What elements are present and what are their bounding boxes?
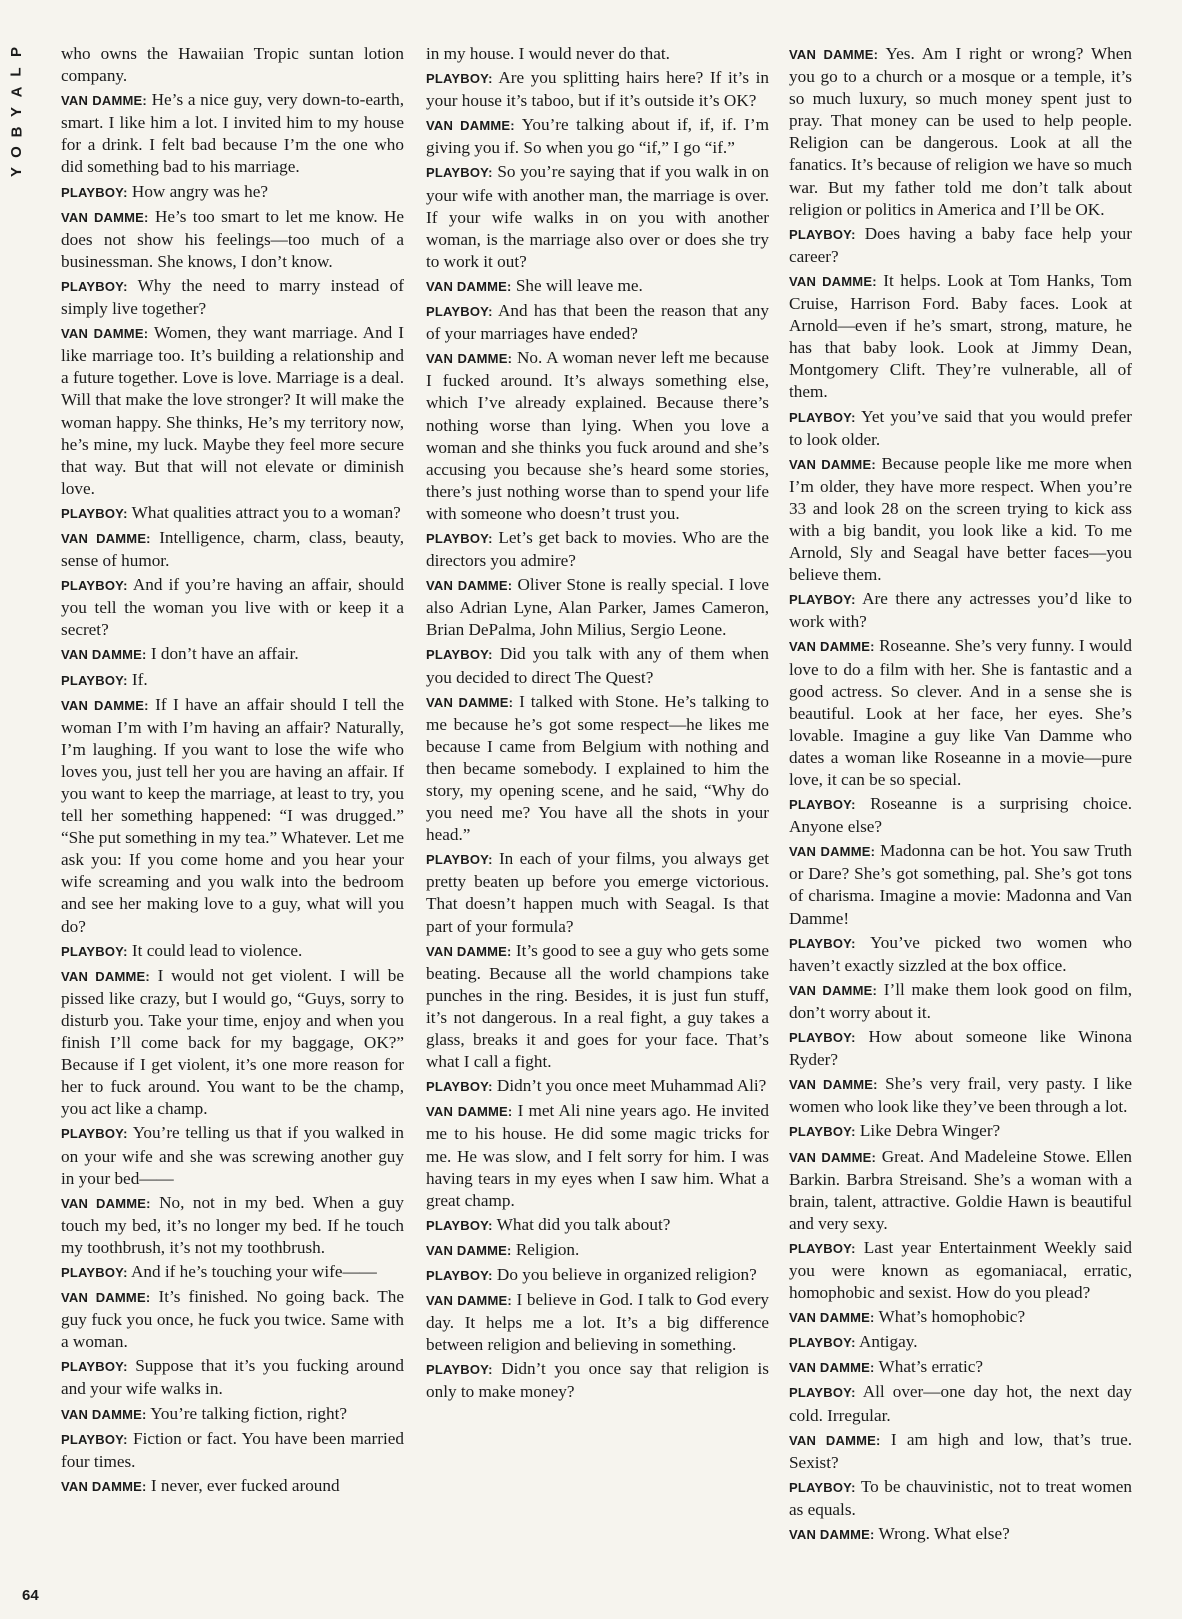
interview-paragraph: [789, 223, 1132, 268]
speaker-label: VAN DAMME:: [61, 1195, 151, 1211]
paragraph-text: Suppose that it’s you fucking around and your wife walks in.: [61, 1356, 404, 1399]
speaker-label: PLAYBOY:: [789, 409, 856, 425]
interview-paragraph: [61, 1355, 404, 1400]
speaker-label: PLAYBOY:: [61, 1431, 128, 1447]
paragraph-text: Let’s get back to movies. Who are the directors you admire?: [426, 527, 769, 571]
paragraph-text: Didn’t you once say that religion is only to make money?: [426, 1359, 769, 1402]
interview-paragraph: [61, 275, 404, 320]
speaker-label: VAN DAMME:: [789, 1432, 881, 1448]
paragraph-text: To be chauvinistic, not to treat women as equals.: [789, 1476, 1132, 1519]
paragraph-text: What’s homophobic?: [878, 1307, 1026, 1327]
paragraph-text: Are there any actresses you’d like to work with?: [789, 589, 1132, 632]
interview-paragraph: [61, 206, 404, 273]
speaker-label: VAN DAMME:: [789, 1527, 875, 1542]
paragraph-text: If.: [131, 669, 148, 689]
interview-paragraph: [789, 840, 1132, 929]
paragraph-text: He’s a nice guy, very down-to-earth, smart. I like him a lot. I invited him to my house for a drink. I felt bad because I’m the one who did something bad to his marriage.: [61, 90, 404, 177]
paragraph-text: How angry was he?: [131, 181, 268, 201]
speaker-label: PLAYBOY:: [61, 505, 128, 521]
interview-paragraph: [426, 1214, 769, 1237]
paragraph-text: Like Debra Winger?: [859, 1121, 1001, 1141]
speaker-label: VAN DAMME:: [426, 118, 515, 134]
paragraph-text: Because people like me more when I’m older, they have more respect. When you’re 33 and look 28 on the screen trying to kick ass with a big bandit, you look like a kid. To me Arnold, Sly and Seagal have better faces—you believe them.: [789, 453, 1132, 585]
speaker-label: PLAYBOY:: [426, 71, 493, 87]
interview-paragraph: [61, 940, 404, 963]
paragraph-text: I’ll make them look good on film, don’t worry about it.: [789, 979, 1132, 1022]
speaker-label: PLAYBOY:: [426, 165, 493, 181]
interview-paragraph: [789, 406, 1132, 451]
interview-paragraph: [61, 181, 404, 204]
paragraph-text: You’ve picked two women who haven’t exactly sizzled at the box office.: [789, 932, 1132, 975]
interview-paragraph: [426, 643, 769, 688]
interview-paragraph: [426, 1264, 769, 1287]
speaker-label: VAN DAMME:: [789, 456, 876, 472]
paragraph-text: In each of your films, you always get pretty beaten up before you emerge victorious. That doesn’t happen much with Seagal. Is that part of your formula?: [426, 849, 769, 936]
sidebar-letter: Y: [7, 166, 25, 178]
text-column-2: [426, 43, 769, 1603]
paragraph-text: Intelligence, charm, class, beauty, sense of humor.: [61, 527, 404, 571]
speaker-label: PLAYBOY:: [426, 1079, 493, 1095]
interview-paragraph: [789, 1381, 1132, 1426]
interview-paragraph: [789, 1306, 1132, 1329]
paragraph-text: She will leave me.: [515, 275, 643, 295]
paragraph-text: Do you believe in organized religion?: [496, 1264, 757, 1284]
speaker-label: VAN DAMME:: [61, 530, 151, 546]
speaker-label: PLAYBOY:: [789, 1335, 856, 1351]
interview-paragraph: [789, 979, 1132, 1024]
speaker-label: VAN DAMME:: [426, 1104, 513, 1120]
interview-paragraph: [61, 1286, 404, 1353]
interview-paragraph: [789, 635, 1132, 791]
speaker-label: VAN DAMME:: [61, 1478, 147, 1494]
interview-paragraph: [426, 1289, 769, 1356]
interview-paragraph: [426, 1358, 769, 1403]
interview-paragraph: [426, 43, 769, 65]
paragraph-text: Didn’t you once meet Muhammad Ali?: [496, 1076, 767, 1096]
speaker-label: VAN DAMME:: [789, 273, 877, 289]
paragraph-text: And has that been the reason that any of your marriages have ended?: [426, 301, 769, 344]
paragraph-text: I would not get violent. I will be pissed like crazy, but I would go, “Guys, sorry to disturb you. Take your time, enjoy and when you finish I’ll come back for my baggage, OK?” Because if I get violent, it’s one more reason for her to fuck around. You want to be the champ, you act like a champ.: [61, 965, 404, 1119]
speaker-label: PLAYBOY:: [61, 1126, 128, 1142]
interview-paragraph: [61, 1261, 404, 1284]
speaker-label: VAN DAMME:: [61, 1406, 147, 1422]
speaker-label: PLAYBOY:: [61, 1264, 128, 1280]
speaker-label: PLAYBOY:: [789, 935, 856, 951]
speaker-label: VAN DAMME:: [789, 639, 875, 655]
paragraph-text: Oliver Stone is really special. I love also Adrian Lyne, Alan Parker, James Cameron, Brian DePalma, John Milius, Sergio Leone.: [426, 575, 769, 640]
speaker-label: PLAYBOY:: [61, 943, 128, 959]
paragraph-text: What did you talk about?: [496, 1214, 671, 1234]
speaker-label: PLAYBOY:: [426, 530, 493, 546]
interview-paragraph: [789, 1026, 1132, 1071]
speaker-label: VAN DAMME:: [426, 1293, 512, 1309]
interview-paragraph: [789, 1120, 1132, 1143]
interview-paragraph: [426, 275, 769, 298]
paragraph-text: Yes. Am I right or wrong? When you go to a church or a mosque or a temple, it’s so much luxury, so much money spent just to pray. That money can be used to help people. Religion can be dangerous. Look at all the fanatics. It’s because of religion we have so much war. But my father told me don’t talk about religion or politics in America and I’ll be OK.: [789, 44, 1132, 219]
paragraph-text: I believe in God. I talk to God every day. It helps me a lot. It’s a big difference between religion and believing in something.: [426, 1290, 769, 1355]
interview-paragraph: [61, 1122, 404, 1189]
interview-paragraph: [61, 43, 404, 87]
interview-paragraph: [61, 694, 404, 938]
interview-paragraph: [789, 1356, 1132, 1379]
speaker-label: VAN DAMME:: [426, 578, 513, 594]
paragraph-text: Why the need to marry instead of simply live together?: [61, 275, 404, 319]
interview-paragraph: [426, 848, 769, 937]
interview-paragraph: [61, 89, 404, 178]
speaker-label: VAN DAMME:: [61, 93, 147, 109]
page-number: 64: [22, 1587, 39, 1604]
speaker-label: VAN DAMME:: [789, 47, 879, 62]
speaker-label: PLAYBOY:: [426, 1267, 493, 1283]
paragraph-text: If I have an affair should I tell the woman I’m with I’m having an affair? Naturally, I’m laughing. If you want to lose the wife who loves you, just tell her you are having an affair. If you want to keep the marriage, at least to try, you tell her something happened: “I was drugged.” “She put something in my tea.” Whatever. Let me ask you: If you come home and you hear your wife screaming and you walk into the bedroom and see her making love to a guy, what will you do?: [61, 694, 404, 936]
speaker-label: PLAYBOY:: [61, 1359, 128, 1375]
paragraph-text: I don’t have an affair.: [150, 644, 299, 664]
interview-paragraph: [789, 1073, 1132, 1118]
paragraph-text: I never, ever fucked around: [150, 1475, 340, 1495]
speaker-label: PLAYBOY:: [426, 304, 493, 320]
interview-paragraph: [789, 588, 1132, 633]
speaker-label: PLAYBOY:: [426, 1217, 493, 1233]
speaker-label: VAN DAMME:: [426, 694, 514, 710]
speaker-label: VAN DAMME:: [789, 844, 876, 860]
paragraph-text: I met Ali nine years ago. He invited me to his house. He did some magic tricks for me. He was slow, and I felt sorry for him. I was having tears in my eyes when I saw him. What a great champ.: [426, 1101, 769, 1210]
interview-paragraph: [61, 669, 404, 692]
paragraph-text: I am high and low, that’s true. Sexist?: [789, 1429, 1132, 1472]
interview-paragraph: [61, 574, 404, 641]
speaker-label: PLAYBOY:: [789, 1479, 856, 1495]
interview-paragraph: [426, 67, 769, 112]
paragraph-text: All over—one day hot, the next day cold. Irregular.: [789, 1382, 1132, 1425]
speaker-label: VAN DAMME:: [789, 1310, 875, 1326]
speaker-label: PLAYBOY:: [789, 797, 856, 813]
interview-paragraph: [789, 43, 1132, 221]
paragraph-text: Are you splitting hairs here? If it’s in your house it’s taboo, but if it’s outside it’s OK?: [426, 68, 769, 111]
interview-paragraph: [789, 1146, 1132, 1235]
paragraph-text: Women, they want marriage. And I like marriage too. It’s building a relationship and a future together. Love is love. Marriage is a deal. Will that make the love stronger? It will make the woman happy. She thinks, He’s my territory now, he’s mine, my luck. Maybe they feel more secure that way. But that will not elevate or diminish love.: [61, 323, 404, 498]
speaker-label: PLAYBOY:: [789, 1030, 856, 1046]
paragraph-text: What qualities attract you to a woman?: [131, 502, 401, 522]
speaker-label: VAN DAMME:: [426, 943, 512, 959]
interview-paragraph: [426, 347, 769, 525]
speaker-label: PLAYBOY:: [789, 1240, 856, 1256]
interview-paragraph: [789, 1523, 1132, 1546]
paragraph-text: He’s too smart to let me know. He does not show his feelings—too much of a businessman. She knows, I don’t know.: [61, 206, 404, 271]
speaker-label: PLAYBOY:: [426, 647, 493, 663]
speaker-label: PLAYBOY:: [61, 184, 128, 200]
interview-paragraph: [426, 1239, 769, 1262]
paragraph-text: You’re talking about if, if, if. I’m giving you if. So when you go “if,” I go “if.”: [426, 115, 769, 158]
paragraph-text: Last year Entertainment Weekly said you were known as egomaniacal, erratic, homophobic and sexist. How do you plead?: [789, 1237, 1132, 1303]
interview-paragraph: [61, 322, 404, 500]
sidebar-letter: A: [8, 86, 25, 98]
interview-paragraph: [789, 270, 1132, 404]
paragraph-text: It’s good to see a guy who gets some beating. Because all the world champions take punches in the ring. Besides, it is just fun stuff, it’s not dangerous. In a real fight, a guy takes a glass, breaks it and goes for your face. That’s what I call a fight.: [426, 940, 769, 1072]
speaker-label: VAN DAMME:: [426, 351, 513, 367]
interview-paragraph: [61, 643, 404, 666]
interview-paragraph: [61, 527, 404, 572]
paragraph-text: Yet you’ve said that you would prefer to look older.: [789, 406, 1132, 449]
interview-paragraph: [789, 453, 1132, 587]
speaker-label: VAN DAMME:: [61, 647, 147, 663]
speaker-label: PLAYBOY:: [789, 1124, 856, 1140]
paragraph-text: It’s finished. No going back. The guy fuck you once, he fuck you twice. Same with a woman.: [61, 1287, 404, 1352]
paragraph-text: Wrong. What else?: [878, 1524, 1010, 1543]
speaker-label: PLAYBOY:: [61, 578, 128, 594]
paragraph-text: What’s erratic?: [878, 1357, 984, 1377]
paragraph-text: So you’re saying that if you walk in on your wife with another man, the marriage is over. If your wife walks in on you with another woman, is the marriage also over or does she try to work it out?: [426, 162, 769, 271]
interview-paragraph: [61, 1475, 404, 1498]
interview-paragraph: [61, 965, 404, 1121]
interview-paragraph: [789, 1237, 1132, 1304]
interview-paragraph: [789, 1476, 1132, 1521]
interview-paragraph: [426, 1075, 769, 1098]
interview-paragraph: [426, 161, 769, 272]
speaker-label: VAN DAMME:: [61, 326, 149, 342]
speaker-label: VAN DAMME:: [426, 1242, 512, 1258]
sidebar-letter: P: [7, 46, 25, 58]
paragraph-text: Fiction or fact. You have been married four times.: [61, 1428, 404, 1471]
speaker-label: VAN DAMME:: [789, 1360, 875, 1376]
interview-paragraph: [61, 1428, 404, 1473]
sidebar-letter: B: [8, 126, 25, 138]
paragraph-text: She’s very frail, very pasty. I like women who look like they’ve been through a lot.: [789, 1074, 1132, 1117]
speaker-label: PLAYBOY:: [426, 1362, 493, 1378]
paragraph-text: And if you’re having an affair, should you tell the woman you live with or keep it a secret?: [61, 575, 404, 640]
interview-paragraph: [426, 691, 769, 847]
interview-paragraph: [789, 793, 1132, 838]
paragraph-text: No. A woman never left me because I fucked around. It’s always something else, which I’ve already explained. Because there’s nothing worse than lying. When you love a woman and she thinks you fuck around and she’s accusing you because she’s heard some stories, there’s just nothing worse than to spend your life with someone who doesn’t trust you.: [426, 348, 769, 523]
interview-paragraph: [789, 1429, 1132, 1474]
paragraph-text: Great. And Madeleine Stowe. Ellen Barkin. Barbra Streisand. She’s a woman with a brain, talent, attractive. Goldie Hawn is beautiful and very sexy.: [789, 1146, 1132, 1233]
interview-paragraph: [61, 1192, 404, 1259]
sidebar-letter: O: [7, 146, 25, 158]
speaker-label: PLAYBOY:: [61, 672, 128, 688]
paragraph-text: You’re telling us that if you walked in on your wife and she was screwing another guy in your bed——: [61, 1123, 404, 1188]
paragraph-text: Madonna can be hot. You saw Truth or Dare? She’s got something, pal. She’s got tons of charisma. Imagine a movie: Madonna and Van Damme!: [789, 841, 1132, 928]
speaker-label: VAN DAMME:: [426, 278, 512, 294]
paragraph-text: Roseanne. She’s very funny. I would love to do a film with her. She is fantastic and a good actress. So clever. And in a sense she is beautiful. Look at her face, her eyes. She’s lovable. Imagine a guy like Van Damme who dates a woman like Roseanne in a movie—pure love, it can be so special.: [789, 636, 1132, 789]
interview-paragraph: [426, 940, 769, 1074]
speaker-label: VAN DAMME:: [789, 1077, 878, 1093]
sidebar-letter: Y: [7, 106, 25, 118]
interview-paragraph: [426, 527, 769, 572]
paragraph-text: Does having a baby face help your career?: [789, 223, 1132, 266]
paragraph-text: I talked with Stone. He’s talking to me because he’s got some respect—he likes me because I came from Belgium with nothing and then became somebody. I explained to him the story, my opening scene, and he said, “Why do you need me? You have all the shots in your head.”: [426, 691, 769, 845]
interview-paragraph: [61, 502, 404, 525]
paragraph-text: How about someone like Winona Ryder?: [789, 1027, 1132, 1070]
paragraph-text: Religion.: [515, 1239, 580, 1259]
speaker-label: VAN DAMME:: [61, 1290, 151, 1306]
magazine-sidebar-logo: [8, 42, 26, 182]
paragraph-text: Roseanne is a surprising choice. Anyone else?: [789, 794, 1132, 837]
interview-paragraph: [789, 1331, 1132, 1354]
interview-paragraph: [426, 300, 769, 345]
paragraph-text: It could lead to violence.: [131, 940, 303, 960]
paragraph-text: And if he’s touching your wife——: [130, 1261, 377, 1281]
speaker-label: PLAYBOY:: [61, 278, 128, 294]
speaker-label: PLAYBOY:: [789, 1385, 856, 1401]
speaker-label: PLAYBOY:: [789, 592, 856, 608]
text-column-3: [789, 43, 1132, 1603]
speaker-label: VAN DAMME:: [61, 697, 149, 713]
interview-paragraph: [426, 1100, 769, 1211]
interview-paragraph: [426, 114, 769, 159]
interview-paragraph: [426, 574, 769, 641]
paragraph-text: Antigay.: [858, 1332, 918, 1352]
interview-paragraph: [61, 1403, 404, 1426]
speaker-label: PLAYBOY:: [426, 852, 493, 868]
paragraph-text: in my house. I would never do that.: [426, 44, 670, 63]
speaker-label: VAN DAMME:: [61, 968, 150, 984]
speaker-label: VAN DAMME:: [789, 1149, 876, 1165]
paragraph-text: Did you talk with any of them when you decided to direct The Quest?: [426, 644, 769, 687]
speaker-label: PLAYBOY:: [789, 226, 856, 242]
paragraph-text: It helps. Look at Tom Hanks, Tom Cruise, Harrison Ford. Baby faces. Look at Arnold—even if he’s smart, strong, mature, he has that baby look. Look at Jimmy Dean, Montgomery Clift. They’re vulnerable, all of them.: [789, 270, 1132, 402]
paragraph-text: who owns the Hawaiian Tropic suntan lotion company.: [61, 44, 404, 86]
speaker-label: VAN DAMME:: [61, 209, 149, 225]
speaker-label: VAN DAMME:: [789, 982, 877, 998]
text-column-1: [61, 43, 404, 1603]
paragraph-text: No, not in my bed. When a guy touch my bed, it’s no longer my bed. If he touch my toothbrush, it’s not my toothbrush.: [61, 1192, 404, 1257]
sidebar-letter: L: [7, 67, 25, 77]
interview-paragraph: [789, 932, 1132, 977]
paragraph-text: You’re talking fiction, right?: [150, 1403, 348, 1423]
